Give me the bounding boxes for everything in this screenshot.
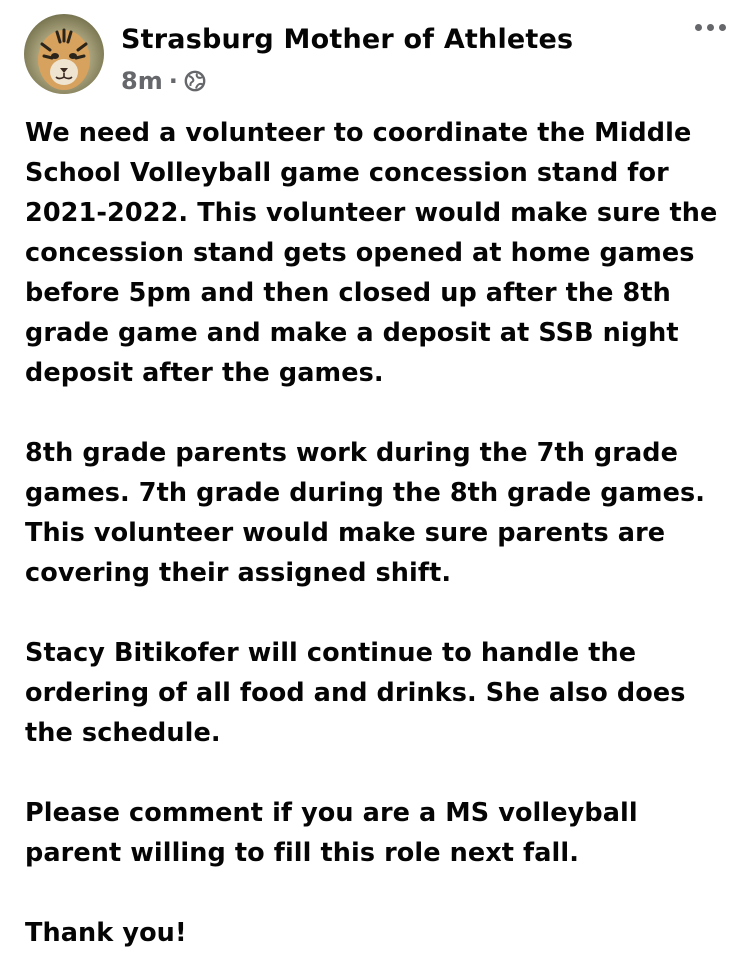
post-body xyxy=(25,113,730,953)
post-paragraph: Stacy Bitikofer will continue to handle the ordering of all food and drinks. She also does the schedule. xyxy=(25,638,686,748)
post-paragraph: Please comment if you are a MS volleyball parent willing to fill this role next fall. xyxy=(25,798,638,868)
more-dot xyxy=(707,24,714,31)
post-paragraph: 8th grade parents work during the 7th grade games. 7th grade during the 8th grade games. This volunteer would make sure parents are covering their assigned shift. xyxy=(25,438,706,588)
avatar[interactable] xyxy=(24,14,104,94)
tiger-avatar-icon xyxy=(24,14,104,94)
post-meta xyxy=(121,66,206,96)
post-paragraph: We need a volunteer to coordinate the Middle School Volleyball game concession stand for 2021-2022. This volunteer would make sure the concession stand gets opened at home games before 5pm and then closed up after the 8th grade game and make a deposit at SSB night deposit after the games. xyxy=(25,118,718,388)
post-timestamp[interactable]: 8m xyxy=(121,67,163,95)
more-dot xyxy=(695,24,702,31)
post-author[interactable]: Strasburg Mother of Athletes xyxy=(121,24,574,55)
more-dot xyxy=(719,24,726,31)
globe-icon[interactable] xyxy=(184,70,206,92)
meta-separator: · xyxy=(168,67,178,95)
post-paragraph: Thank you! xyxy=(25,918,187,948)
more-options-icon[interactable] xyxy=(695,24,726,31)
